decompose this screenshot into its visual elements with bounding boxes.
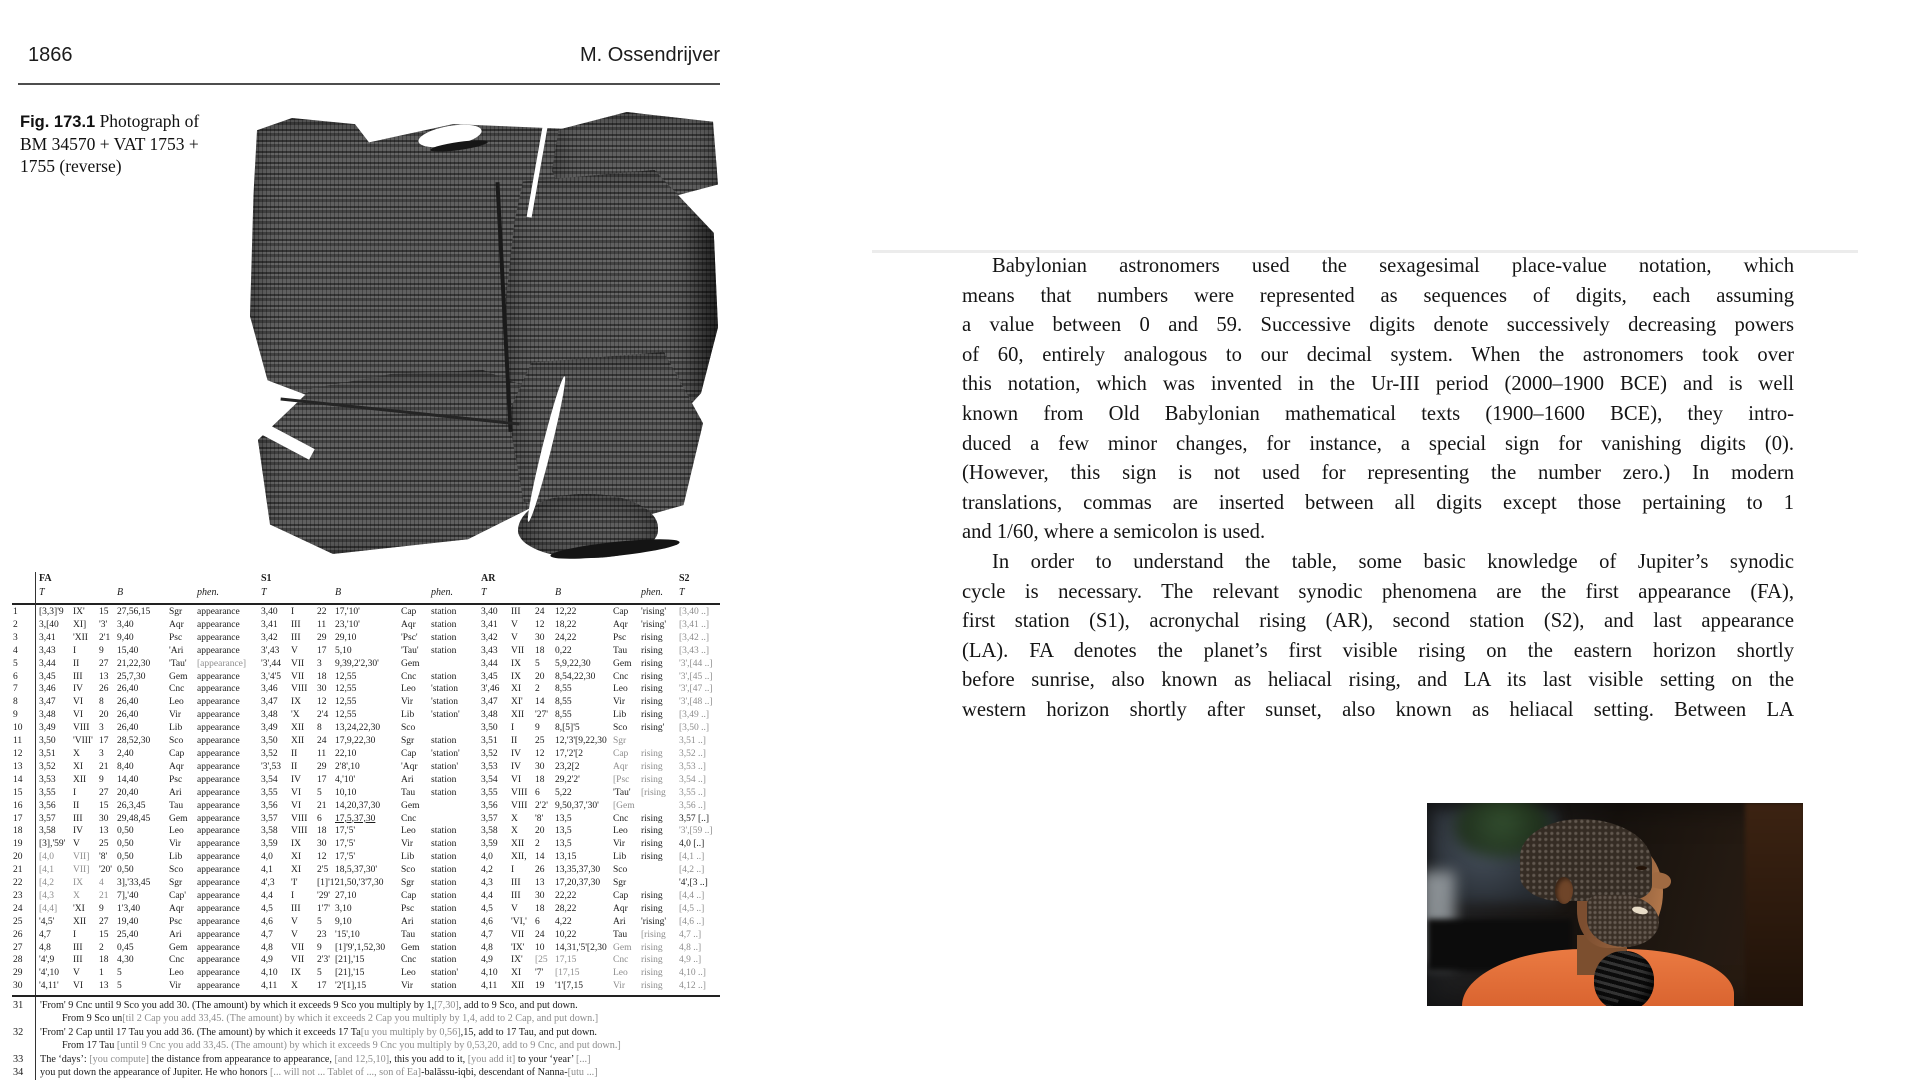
table-row: 10 3,49 VIII 3 26,40 Lib appearance 3,49 XII 8 13,24,22,30 Sco 3,50 I 9 8,[5]'5 Sco rising' [3,50 ..]	[13, 723, 710, 734]
table-row: 3 3,41 'XII 2'1 9,40 Psc appearance 3,42 III 29 29,10 'Psc' station 3,42 V 30 24,22 Psc rising [3,42 ..]	[13, 632, 710, 643]
person-eye	[1636, 866, 1647, 870]
column-group-ar: AR	[481, 573, 496, 584]
figure-caption-text: Photograph of BM 34570 + VAT 1753 + 1755 (reverse)	[20, 111, 200, 176]
subheader-t: T	[481, 587, 487, 598]
table-subheader	[12, 586, 720, 599]
footnote-number: 34	[13, 1067, 24, 1079]
synodic-table	[12, 572, 720, 1080]
text-line: known from Old Babylonian mathematical texts (1900–1600 BCE), they intro-	[962, 402, 1794, 425]
article-text	[962, 252, 1794, 726]
text-line: cycle is necessary. The relevant synodic phenomena are the first appearance (FA),	[962, 580, 1794, 603]
table-row: 16 3,56 II 15 26,3,45 Tau appearance 3,56 VI 21 14,20,37,30 Gem 3,56 VIII 2'2' 9,50,37,'30' [Gem 3,56 ..]	[13, 800, 706, 811]
subheader-b: B	[117, 587, 124, 598]
table-row: 2 3,[40 XI] '3' 3,40 Aqr appearance 3,41 III 11 23,'10' Aqr station 3,41 V 12 18,22 Aqr 'rising' [3,41 ..]	[13, 619, 710, 630]
subheader-phen: phen.	[197, 587, 219, 598]
table-row: 17 3,57 III 30 29,48,45 Gem appearance 3,57 VIII 6 17,5,37,30 Cnc 3,57 X '8' 13,5 Cnc rising 3,57 [..]	[13, 813, 710, 824]
subheader-b: B	[335, 587, 342, 598]
footnote-line: 33 The ‘days’: [you compute] the distance from appearance to appearance, [and 12,5,10], this you add to it, [you add it] to your ‘year’ [...]	[13, 1053, 591, 1065]
subheader-b: B	[555, 587, 562, 598]
footnote-line: 31 'From' 9 Cnc until 9 Sco you add 30. (The amount) by which it exceeds 9 Sco you multiply by 1,[7,30], add to 9 Sco, and put down.	[13, 1000, 578, 1011]
subheader-t: T	[679, 587, 685, 598]
footnote-number: 32	[13, 1026, 24, 1038]
table-row: 29 '4',10 V 1 5 Leo appearance 4,10 IX 5 [21],'15 Leo station' 4,10 XI '7' [17,15 Leo rising 4,10 ..]	[13, 968, 706, 979]
person-hair	[1520, 819, 1652, 901]
text-line: of 60, entirely analogous to our decimal system. When the astronomers took over	[962, 343, 1794, 366]
table-row: 19 [3],'59' V 25 0,50 Vir appearance 3,59 IX 30 17,'5' Vir station 3,59 XII 2 13,5 Vir rising 4,0 [..]	[13, 839, 705, 850]
column-group-fa: FA	[39, 573, 52, 584]
table-row: 1 [3,3]'9 IX' 15 27,56,15 Sgr appearance 3,40 I 22 17,'10' Cap station 3,40 III 24 12,22 Cap 'rising' [3,40 ..]	[13, 607, 710, 617]
text-line: this notation, which was invented in the Ur-III period (2000–1900 BCE) and is well	[962, 373, 1794, 396]
footnote-line: 34 you put down the appearance of Jupiter. He who honors [... will not ... Tablet of ..., son of Ea]-balāssu-iqbi, descendant of Nanna-[utu ...]	[13, 1067, 598, 1079]
footnote-line: From 9 Sco un[til 2 Cap you add 33,45. (The amount) by which it exceeds 2 Cap you multiply by 1,4, add to 2 Cap, and put down.]	[62, 1013, 599, 1025]
figure-caption-label: Fig. 173.1	[20, 113, 96, 131]
footnote-line: 32 'From' 2 Cap until 17 Tau you add 36. (The amount) by which it exceeds 17 Ta[u you multiply by 0,56],15, add to 17 Tau, and put down.	[13, 1026, 597, 1038]
footnote-number: 33	[13, 1053, 24, 1065]
table-row: 30 '4,11' VI 13 5 Vir appearance 4,11 X 17 '2'[1],15 Vir station 4,11 XII 19 '1'[7,15 Vir rising 4,12 ..]	[13, 981, 706, 992]
text-line: translations, commas are inserted between all digits except those pertaining to 1	[962, 491, 1794, 514]
table-rule	[12, 603, 720, 605]
article-column	[962, 252, 1794, 726]
microphone-icon	[1594, 951, 1654, 1006]
table-header-groups	[12, 573, 720, 585]
table-row: 23 [4,3 X 21 7],'40 Cap' appearance 4,4 I '29' 27,10 Cap station 4,4 III 30 22,22 Cap rising [4,4 ..]	[13, 890, 705, 901]
table-row: 26 4,7 I 15 25,40 Ari appearance 4,7 V 23 '15',10 Tau station 4,7 VII 24 10,22 Tau [rising 4,7 ..]	[13, 929, 702, 940]
table-row: 27 4,8 III 2 0,45 Gem appearance 4,8 VII 9 [1]'9',1,52,30 Gem station 4,8 'IX' 10 14,31,'5'[2,30 Gem rising 4,8 ..]	[13, 942, 702, 953]
person-ear	[1555, 877, 1573, 904]
figure-caption	[20, 110, 228, 177]
subheader-phen: phen.	[431, 587, 453, 598]
table-row: 7 3,46 IV 26 26,40 Cnc appearance 3,46 VIII 30 12,55 Leo 'station 3',46 XI 2 8,55 Leo rising '3',[47 ..]	[13, 684, 713, 695]
table-row: 9 3,48 VI 20 26,40 Vir appearance 3,48 'X 2'4 12,55 Lib 'station' 3,48 XII '27' 8,55 Lib rising [3,49 ..]	[13, 710, 710, 721]
table-row: 25 '4,5' XII 27 19,40 Psc appearance 4,6 V 5 9,10 Ari station 4,6 'VI,' 6 4,22 Ari 'rising' [4,6 ..]	[13, 916, 705, 927]
person-beard	[1587, 895, 1659, 947]
table-row: 6 3,45 III 13 25,7,30 Gem appearance 3,'4'5 VII 18 12,55 Cnc station 3,45 IX 20 8,54,22,30 Cnc rising '3',[45 ..]	[13, 671, 713, 682]
table-row: 24 [4,4] 'XI 9 1'3,40 Aqr appearance 4,5 III 1'7' 3,10 Psc station 4,5 V 18 28,22 Aqr rising [4,5 ..]	[13, 903, 705, 914]
tablet-photograph	[250, 112, 718, 560]
table-row: 14 3,53 XII 9 14,40 Psc appearance 3,54 IV 17 4,'10' Ari station 3,54 VI 18 29,2'2' [Psc rising 3,54 ..]	[13, 774, 706, 785]
table-row: 8 3,47 VI 8 26,40 Leo appearance 3,47 IX 12 12,55 Vir 'station 3,47 XI' 14 8,55 Vir rising '3',[48 ..]	[13, 697, 713, 708]
subheader-phen: phen.	[641, 587, 663, 598]
table-body	[12, 606, 720, 993]
tablet-fragment	[258, 370, 558, 554]
table-rule	[12, 995, 720, 997]
footnote-number: 31	[13, 1000, 24, 1011]
text-line: (LA). FA denotes the planet’s first visible rising on the eastern horizon shortly	[962, 639, 1794, 662]
table-footnotes	[12, 999, 718, 1079]
webcam-overlay	[1427, 803, 1803, 1006]
subheader-t: T	[39, 587, 45, 598]
table-row: 12 3,51 X 3 2,40 Cap appearance 3,52 II 11 22,10 Cap 'station' 3,52 IV 12 17,'2'[2 Cap rising 3,52 ..]	[13, 748, 706, 759]
table-row: 15 3,55 I 27 20,40 Ari appearance 3,55 VI 5 10,10 Tau station 3,55 VIII 6 5,22 'Tau' [rising 3,55 ..]	[13, 787, 706, 798]
text-line: before sunrise, also known as heliacal rising, and LA its last visible setting on the	[962, 669, 1794, 692]
column-group-s2: S2	[679, 573, 690, 584]
table-row: 4 3,43 I 9 15,40 'Ari appearance 3',43 V 17 5,10 'Tau' station 3,43 VII 18 0,22 Tau rising [3,43 ..]	[13, 645, 710, 656]
text-line: (However, this sign is not used for representing the number zero.) In modern	[962, 462, 1794, 485]
table-row: 20 [4,0 VII] '8' 0,50 Lib appearance 4,0 XI 12 17,'5' Lib station 4,0 XII, 14 13,15 Lib rising [4,1 ..]	[13, 852, 705, 863]
column-group-s1: S1	[261, 573, 272, 584]
background-panel	[1745, 803, 1803, 1006]
text-line: duced a few minor changes, for instance, a special sign for vanishing digits (0).	[962, 432, 1794, 455]
table-row: 28 '4',9 III 18 4,30 Cnc appearance 4,9 VII 2'3' [21],'15 Cnc station 4,9 IX' [25 17,15 Cnc rising 4,9 ..]	[13, 955, 702, 966]
footnote-line: From 17 Tau [until 9 Cnc you add 33,45. (The amount) by which it exceeds 9 Cnc you multiply by 0,53,20, add to 9 Cnc, and put down.]	[62, 1040, 621, 1052]
table-row: 5 3,44 II 27 21,22,30 'Tau' [appearance] '3',44 VII 3 9,39,2'2,30' Gem 3,44 IX 5 5,9,22,30 Gem rising '3',[44 ..]	[13, 658, 713, 669]
header-rule	[18, 83, 720, 85]
text-line: In order to understand the table, some basic knowledge of Jupiter’s synodic	[992, 550, 1794, 573]
table-row: 21 [4,1 VII] '20' 0,50 Sco appearance 4,1 XI 2'5 18,5,37,30' Sco station 4,2 I 26 13,35,37,30 Sco [4,2 ..]	[13, 865, 705, 876]
running-head-author: M. Ossendrijver	[579, 44, 720, 66]
text-line: and 1/60, where a semicolon is used.	[962, 521, 1266, 544]
table-row: 11 3,50 'VIII' 17 28,52,30 Sco appearance 3,50 XII 24 17,9,22,30 Sgr station 3,51 II 25 12,'3'[9,22,30 Sgr 3,51 ..]	[13, 736, 706, 747]
table-row: 13 3,52 XI 21 8,40 Aqr appearance '3',53 II 29 2'8',10 'Aqr station' 3,53 IV 30 23,2[2 Aqr rising 3,53 ..]	[13, 761, 706, 772]
text-line: western horizon shortly after sunset, also known as heliacal setting. Between LA	[962, 698, 1794, 721]
text-line: a value between 0 and 59. Successive digits denote successively decreasing powers	[962, 314, 1794, 337]
subheader-t: T	[261, 587, 267, 598]
text-line: first station (S1), acronychal rising (AR), second station (S2), and last appearance	[962, 610, 1794, 633]
table-row: 22 [4,2 IX 4 3],'33,45 Sgr appearance 4',3 'I' [1]'1' 21,50,'3'7,30 Sgr station 4,3 III 13 17,20,37,30 Sgr '4',[3 ..]	[13, 878, 708, 889]
table-row: 18 3,58 IV 13 0,50 Leo appearance 3,58 VIII 18 17,'5' Leo station 3,58 X 20 13,5 Leo rising '3',[59 ..]	[13, 826, 713, 837]
text-line: Babylonian astronomers used the sexagesimal place-value notation, which	[992, 255, 1794, 277]
text-line: means that numbers were represented as sequences of digits, each assuming	[962, 284, 1794, 307]
page-number: 1866	[28, 44, 73, 66]
